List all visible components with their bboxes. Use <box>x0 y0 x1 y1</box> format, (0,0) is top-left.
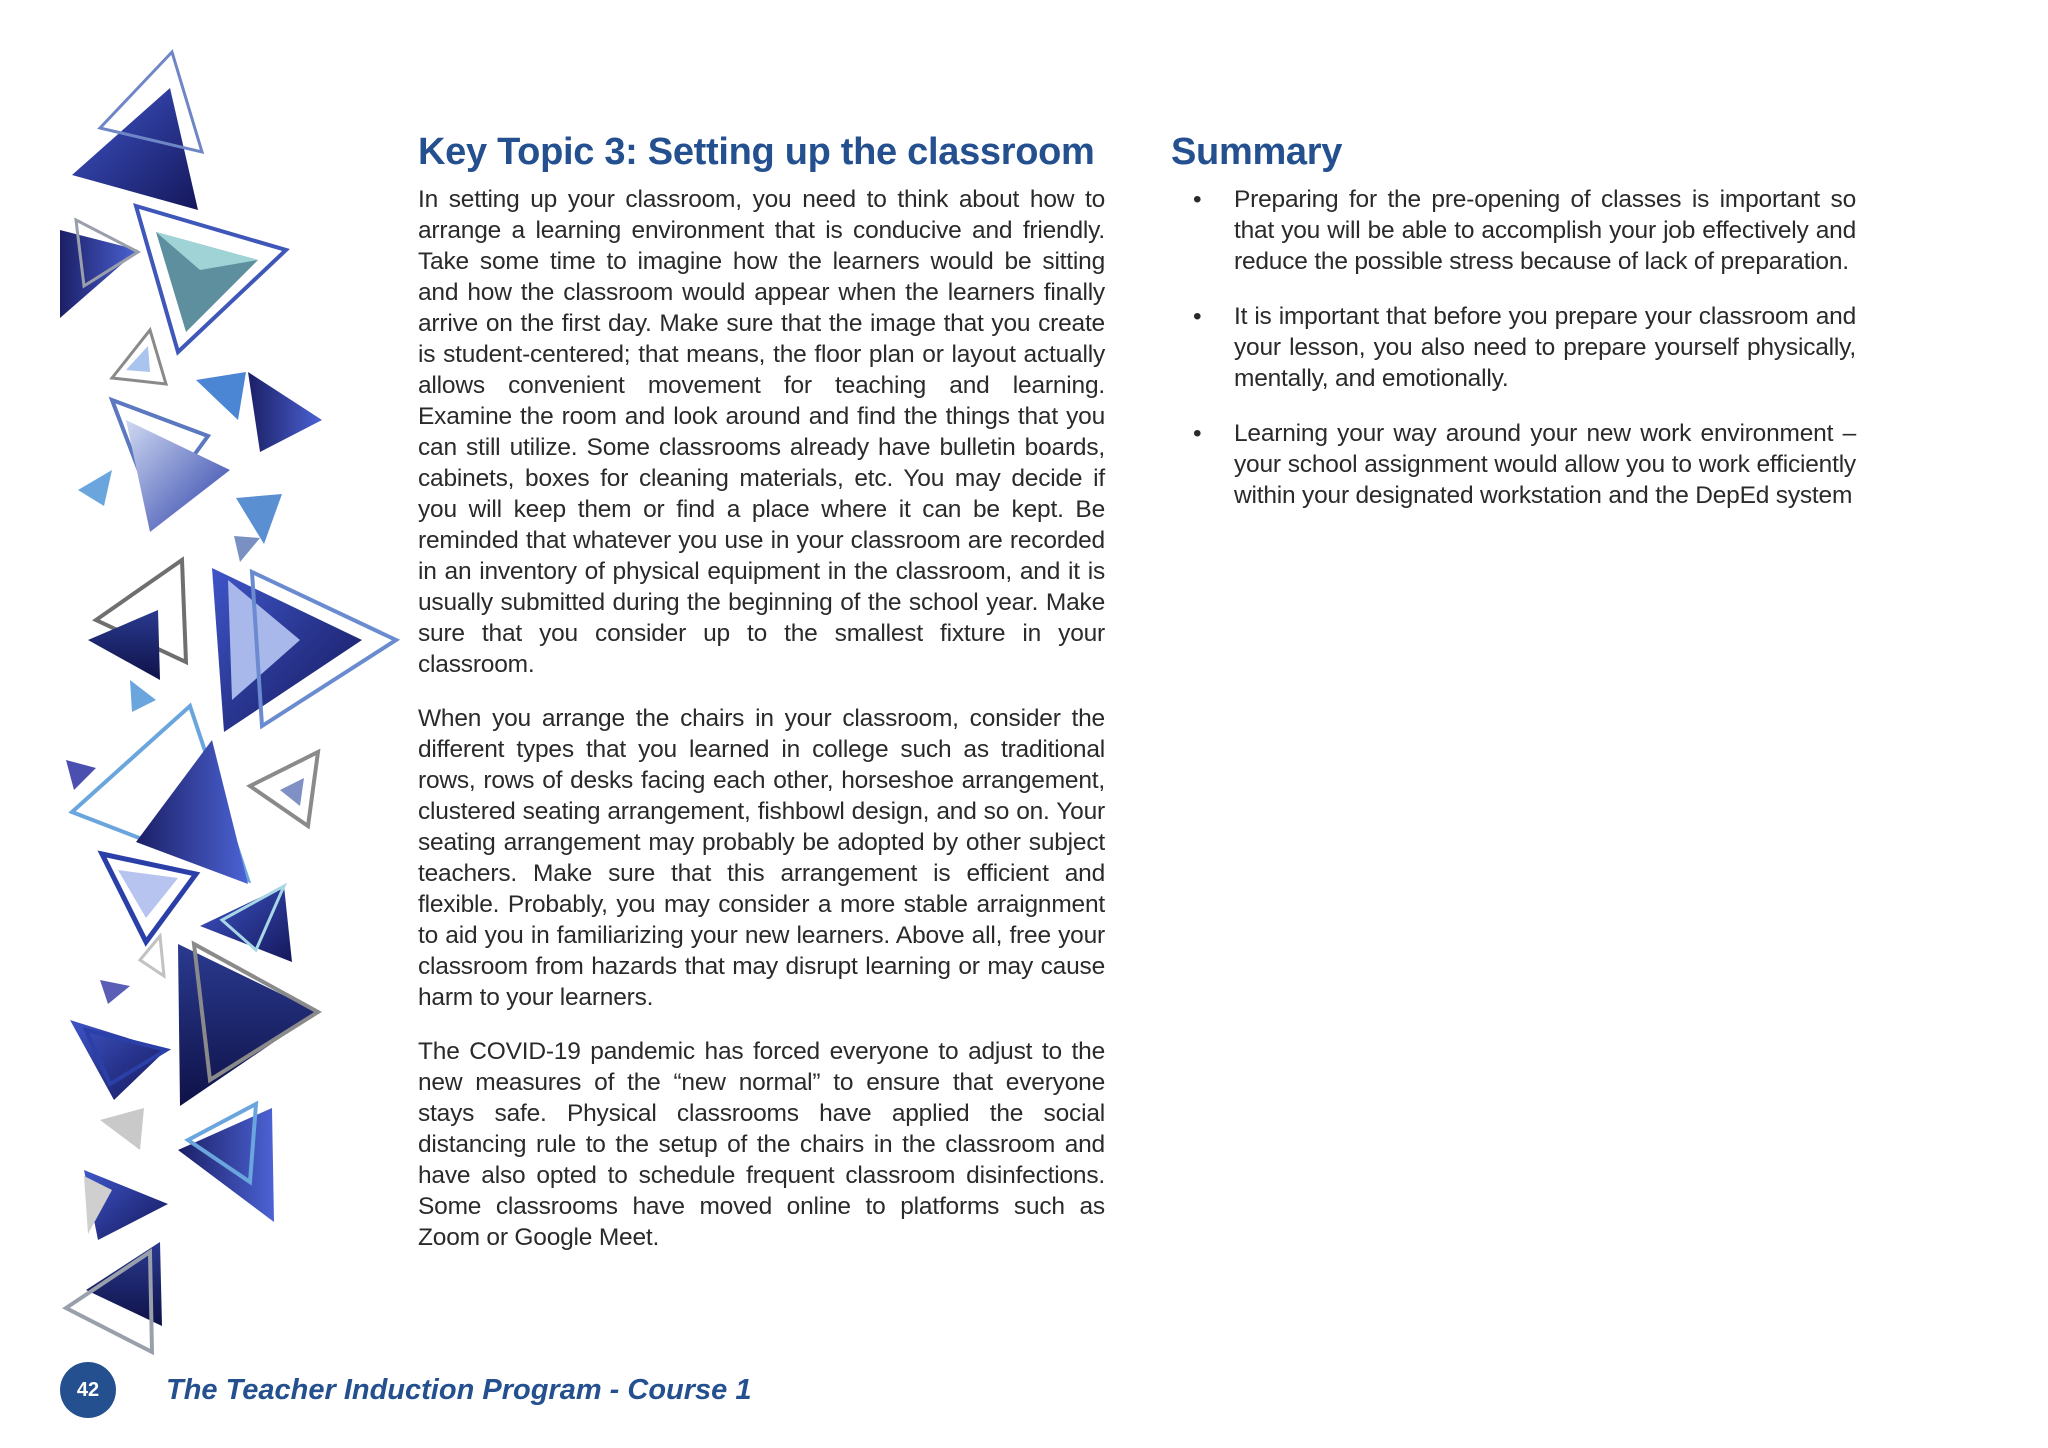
summary-item-text: It is important that before you prepare your classroom and your lesson, you also need to prepare yourself physically, mentally, and emotionally. <box>1234 303 1856 392</box>
bullet-icon: • <box>1193 303 1202 330</box>
paragraph: When you arrange the chairs in your classroom, consider the different types that you learned in college such as traditional rows, rows of desks facing each other, horseshoe arrangement, clustered seating arrangement, fishbowl design, and so on. Your seating arrangement may probably be adopted by other subject teachers. Make sure that this arrangement is efficient and flexible. Probably, you may consider a more stable arraignment to aid you in familiarizing your new learners. Above all, free your classroom from hazards that may disrupt learning or may cause harm to your learners. <box>418 705 1105 1011</box>
summary-item-text: Learning your way around your new work environment – your school assignment would allow you to work efficiently within your designated workstation and the DepEd system <box>1234 420 1856 509</box>
triangle-shape <box>100 1108 144 1150</box>
triangle-shape <box>234 536 260 562</box>
decorative-triangle-pattern <box>0 0 420 1448</box>
triangle-shape <box>280 778 304 806</box>
summary-item <box>1171 301 1856 394</box>
summary-list <box>1171 184 1891 511</box>
summary-column <box>1171 128 1891 535</box>
summary-item <box>1171 418 1856 511</box>
triangle-shape <box>126 346 150 372</box>
paragraph: The COVID-19 pandemic has forced everyone to adjust to the new measures of the “new normal” to ensure that everyone stays safe. Physical classrooms have applied the social distancing rule to the setup of the chairs in the classroom and have also opted to schedule frequent classroom disinfections. Some classrooms have moved online to platforms such as Zoom or Google Meet. <box>418 1038 1105 1251</box>
triangle-shape <box>196 372 246 420</box>
page-footer <box>60 1362 751 1418</box>
triangle-shape <box>72 88 198 210</box>
summary-item <box>1171 184 1856 277</box>
page-number-badge: 42 <box>60 1362 116 1418</box>
summary-heading: Summary <box>1171 131 1343 173</box>
triangle-shape <box>248 372 322 452</box>
bullet-icon: • <box>1193 186 1202 213</box>
summary-item-text: Preparing for the pre-opening of classes is important so that you will be able to accomplish your job effectively and reduce the possible stress because of lack of preparation. <box>1234 186 1856 275</box>
section-heading: Key Topic 3: Setting up the classroom <box>418 131 1095 173</box>
triangle-shape <box>126 420 230 532</box>
footer-title: The Teacher Induction Program - Course 1 <box>166 1373 752 1406</box>
bullet-icon: • <box>1193 420 1202 447</box>
triangle-shape <box>66 760 96 790</box>
key-topic-column <box>418 128 1105 1276</box>
triangle-shape <box>78 470 112 506</box>
triangle-shape <box>130 680 156 712</box>
triangle-shape <box>100 980 130 1004</box>
paragraph: In setting up your classroom, you need to think about how to arrange a learning environment that is conducive and friendly. Take some time to imagine how the learners would be sitting and how the classroom would appear when the learners finally arrive on the first day. Make sure that the image that you create is student-centered; that means, the floor plan or layout actually allows convenient movement for teaching and learning. Examine the room and look around and find the things that you can still utilize. Some classrooms already have bulletin boards, cabinets, boxes for cleaning materials, etc. You may decide if you will keep them or find a place where it can be kept. Be reminded that whatever you use in your classroom are recorded in an inventory of physical equipment in the classroom, and it is usually submitted during the beginning of the school year. Make sure that you consider up to the smallest fixture in your classroom. <box>418 186 1105 678</box>
triangle-shape <box>236 494 282 544</box>
triangle-shape <box>60 230 138 318</box>
